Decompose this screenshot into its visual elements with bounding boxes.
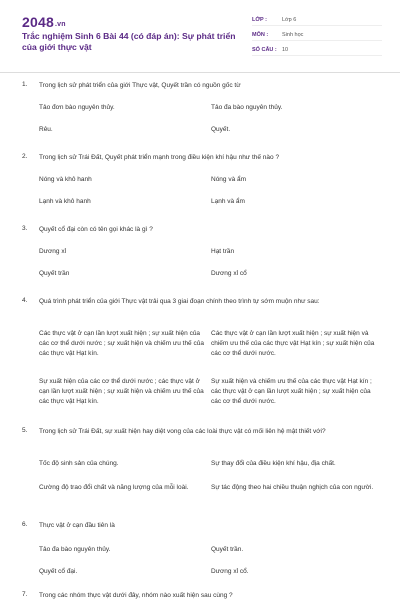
question-text: Trong lịch sử Trái Đất, Quyết phát triển mạnh trong điều kiện khí hậu như thế nào ? (39, 154, 280, 161)
option-d[interactable]: Dương xỉ cổ. (211, 568, 249, 575)
question-text: Quá trình phát triển của giới Thực vật trải qua 3 giai đoạn chính theo trình tự sớm muộn như sau: (39, 298, 320, 305)
option-c[interactable]: Quyết trần (39, 270, 70, 277)
option-d[interactable]: Sự xuất hiện và chiếm ưu thế của các thực vật Hạt kín ; các thực vật ở cạn lần lượt xuất hiện ; sự xuất hiện của các cơ thể dưới nước. (211, 378, 372, 405)
option-d[interactable]: Dương xỉ cổ (211, 270, 247, 277)
option-b[interactable]: Quyết trần. (211, 546, 244, 553)
option-c[interactable]: Cường độ trao đổi chất và năng lượng của mỗi loài. (39, 484, 189, 491)
logo-suffix-text: .vn (54, 21, 66, 28)
meta-value: Lớp 6 (282, 16, 297, 23)
option-a[interactable]: Dương xỉ (39, 248, 67, 255)
meta-label: SỐ CÂU : (252, 46, 277, 53)
option-b[interactable]: Hạt trần (211, 248, 235, 255)
option-b[interactable]: Tảo đa bào nguyên thủy. (211, 104, 283, 111)
question-text: Quyết cổ đại còn có tên gọi khác là gì ? (39, 226, 153, 233)
meta-row-grade (252, 14, 382, 26)
option-c[interactable]: Quyết cổ đại. (39, 568, 78, 575)
option-a[interactable]: Nóng và khô hanh (39, 176, 92, 183)
question-number: 4. (22, 297, 28, 304)
question-number: 5. (22, 427, 28, 434)
option-c[interactable]: Sự xuất hiện của các cơ thể dưới nước ; các thực vật ở cạn lần lượt xuất hiện ; sự xuất hiện và chiếm ưu thế của các thực vật Hạt kín. (39, 378, 204, 405)
meta-value: Sinh học (282, 31, 304, 38)
header-divider (0, 72, 400, 73)
option-a[interactable]: Tảo đa bào nguyên thủy. (39, 546, 111, 553)
option-b[interactable]: Nóng và ẩm (211, 176, 247, 183)
meta-label: LỚP : (252, 16, 267, 23)
option-a[interactable]: Tốc độ sinh sản của chúng. (39, 460, 119, 467)
question-text: Thực vật ở cạn đầu tiên là (39, 522, 115, 529)
document-title: Trắc nghiệm Sinh 6 Bài 44 (có đáp án): Sự phát triển của giới thực vật (22, 31, 236, 52)
meta-value: 10 (282, 46, 289, 53)
question-number: 6. (22, 521, 28, 528)
option-d[interactable]: Lạnh và ẩm (211, 198, 245, 205)
option-c[interactable]: Rêu. (39, 126, 53, 133)
document-header (0, 0, 400, 70)
meta-row-subject (252, 29, 382, 41)
site-logo[interactable] (22, 14, 66, 30)
option-d[interactable]: Quyết. (211, 126, 231, 133)
option-d[interactable]: Sự tác động theo hai chiều thuận nghịch của con người. (211, 484, 374, 491)
option-b[interactable]: Sự thay đổi của điều kiện khí hậu, địa chất. (211, 460, 336, 467)
question-number: 7. (22, 591, 28, 598)
meta-row-count (252, 44, 382, 56)
logo-main-text: 2048 (22, 14, 54, 30)
option-a[interactable]: Các thực vật ở cạn lần lượt xuất hiện ; sự xuất hiện của các cơ thể dưới nước ; sự xuất hiện và chiếm ưu thế của các thực vật Hạt kín. (39, 330, 204, 357)
question-number: 2. (22, 153, 28, 160)
question-number: 1. (22, 81, 28, 88)
option-a[interactable]: Tảo đơn bào nguyên thủy. (39, 104, 115, 111)
option-c[interactable]: Lạnh và khô hanh (39, 198, 91, 205)
question-text: Trong lịch sử phát triển của giới Thực vật, Quyết trần có nguồn gốc từ (39, 82, 241, 89)
question-text: Trong lịch sử Trái Đất, sự xuất hiện hay diệt vong của các loài thực vật có mối liên hệ mật thiết với? (39, 428, 326, 435)
meta-label: MÔN : (252, 31, 269, 38)
document-meta (252, 14, 382, 59)
question-text: Trong các nhóm thực vật dưới đây, nhóm nào xuất hiện sau cùng ? (39, 592, 233, 599)
question-number: 3. (22, 225, 28, 232)
option-b[interactable]: Các thực vật ở cạn lần lượt xuất hiện ; sự xuất hiện và chiếm ưu thế của các thực vật Hạt kín ; sự xuất hiện của các cơ thể dưới nước. (211, 330, 375, 357)
